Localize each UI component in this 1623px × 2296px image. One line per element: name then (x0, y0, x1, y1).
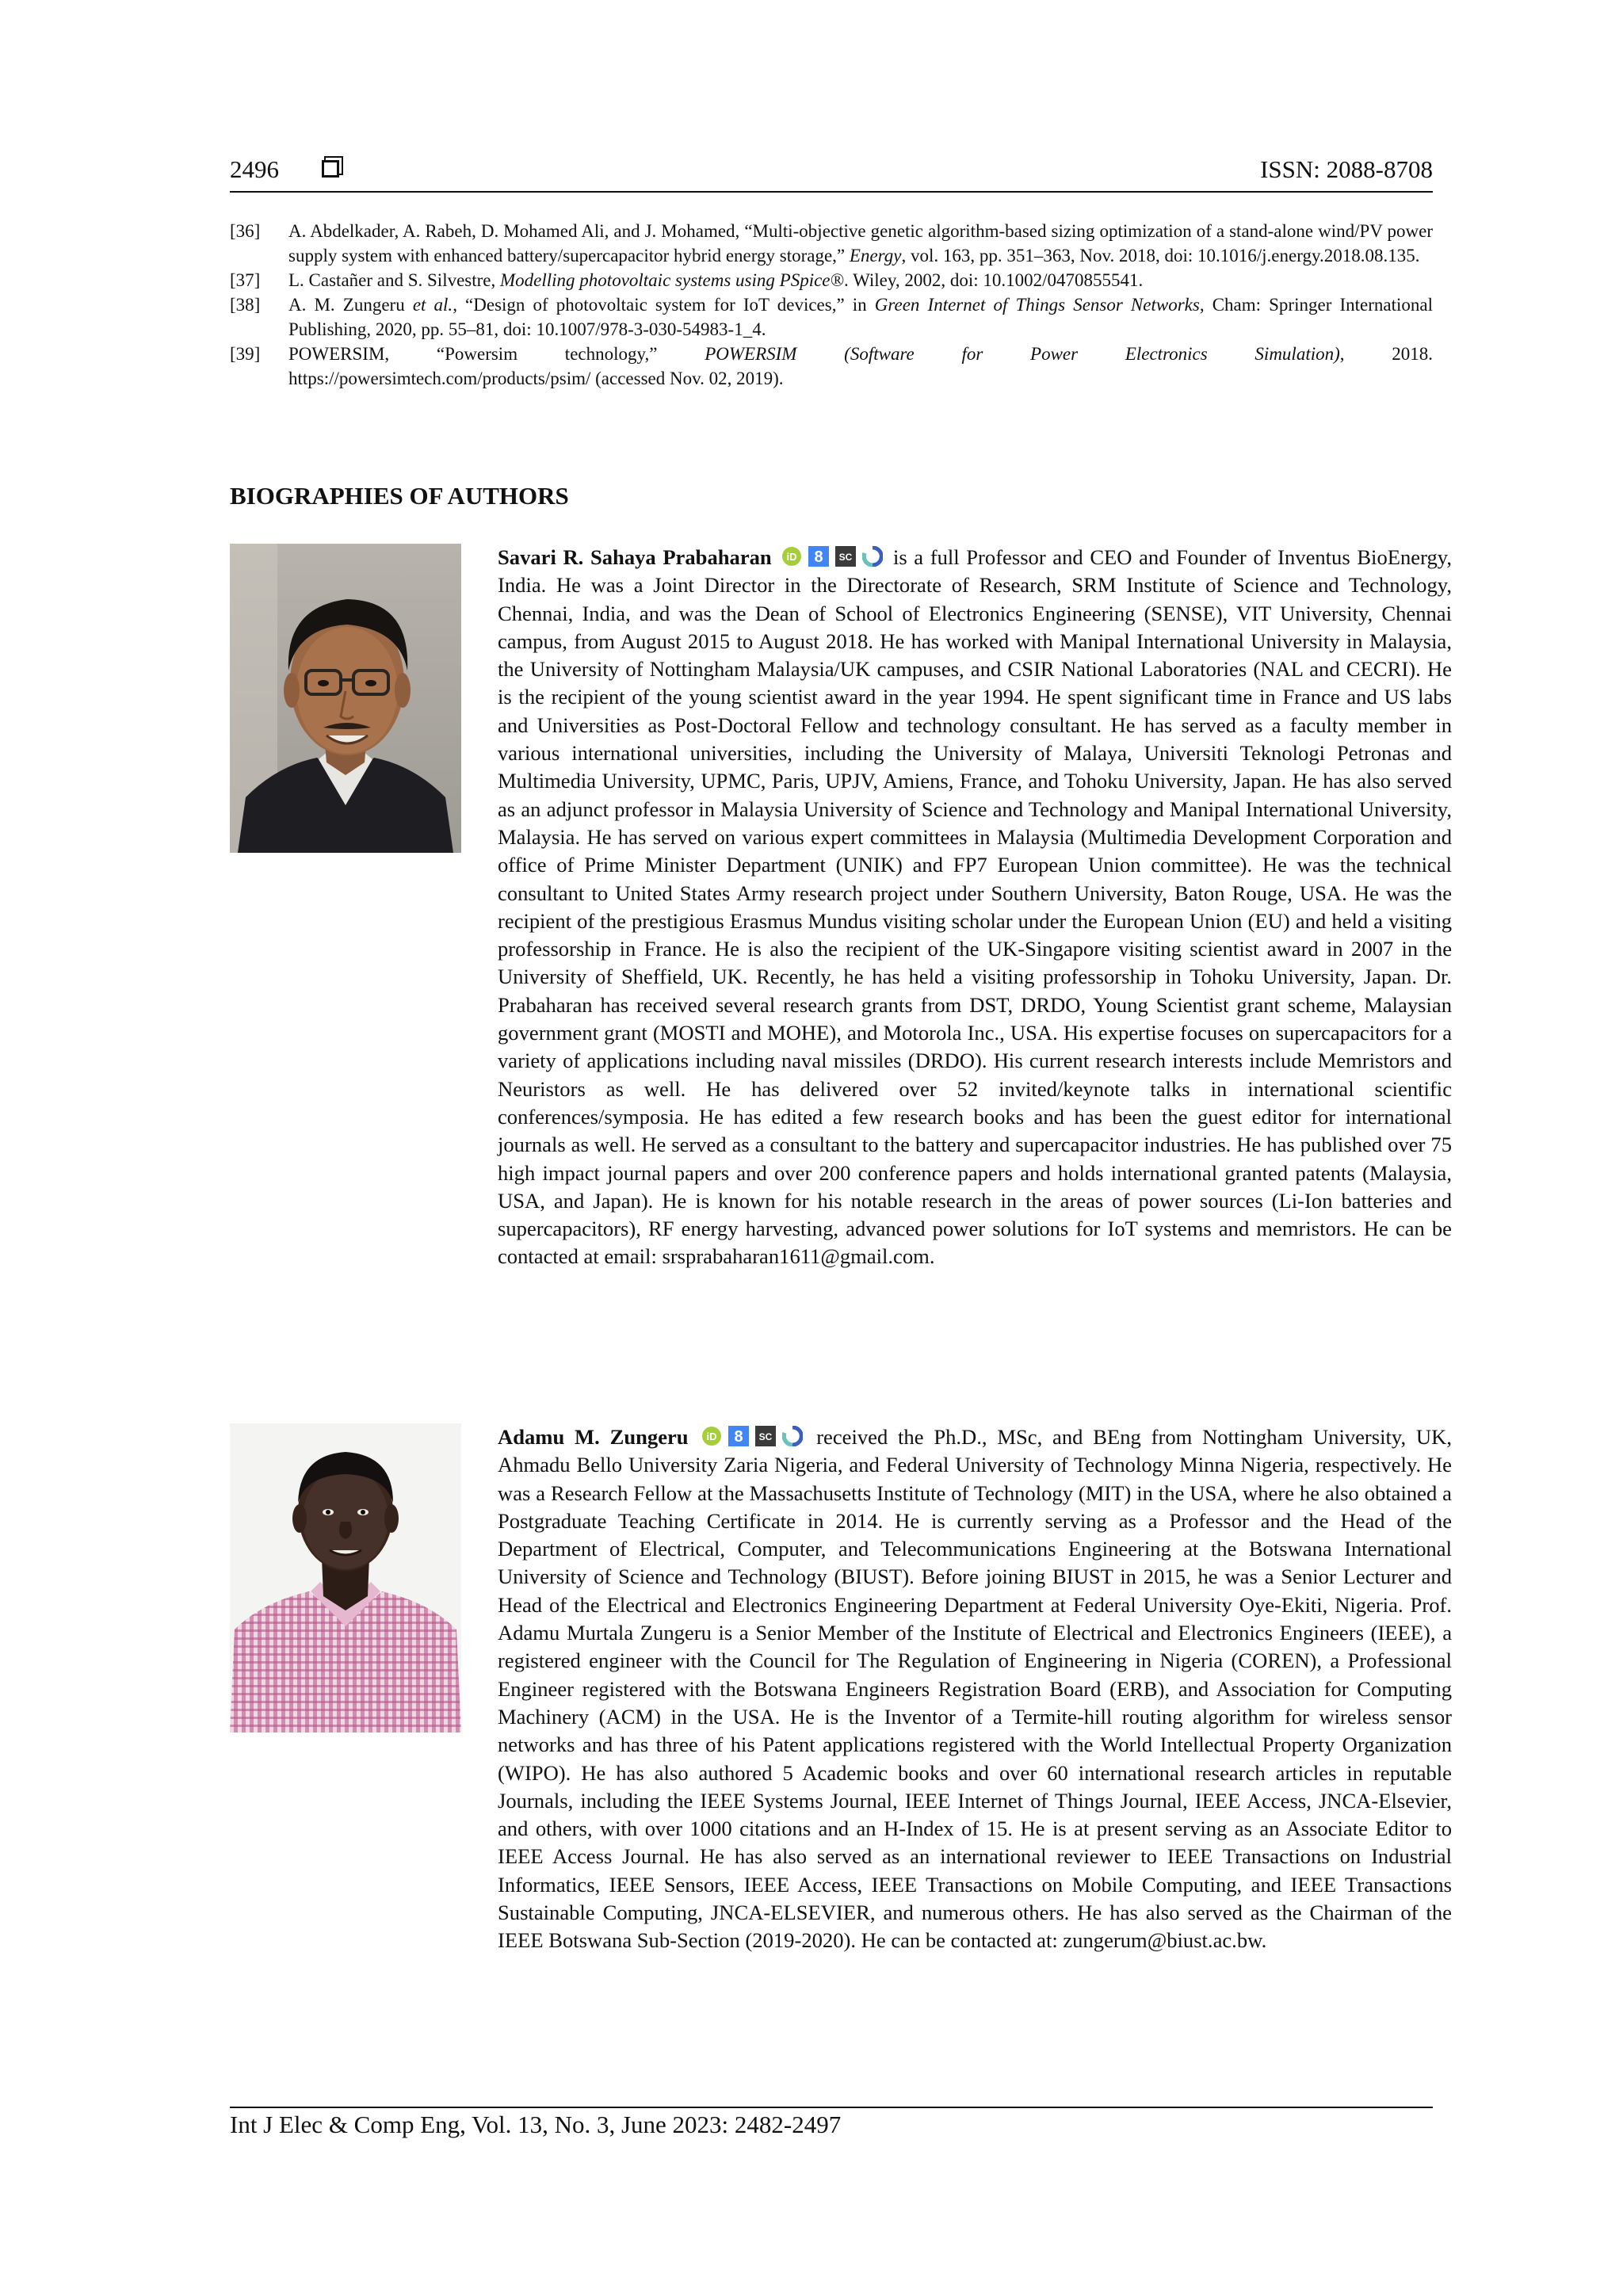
reference-item (230, 342, 1433, 391)
reference-authors: POWERSIM, “Powersim technology,” (288, 344, 705, 364)
reference-number: [39] (230, 344, 261, 364)
reference-etal: et al. (412, 295, 453, 315)
issn: ISSN: 2088-8708 (1260, 155, 1433, 183)
reference-number: [38] (230, 295, 261, 315)
page-number: 2496 (230, 155, 279, 183)
reference-item (230, 292, 1433, 342)
author-bio-prabaharan (498, 544, 1452, 1271)
portrait-image (230, 544, 461, 853)
reference-number: [36] (230, 221, 261, 241)
reference-text (288, 292, 1433, 342)
orcid-icon[interactable] (781, 546, 802, 567)
reference-venue: Green Internet of Things Sensor Networks (874, 295, 1200, 315)
reference-item (230, 268, 1433, 292)
reference-details: , Cham: Springer International Publishing, 2020, pp. 55–81, doi: 10.1007/978-3-030-54983-1_4. (288, 295, 1433, 339)
scopus-label: SC (839, 552, 853, 563)
reference-authors: L. Castañer and S. Silvestre, (288, 270, 501, 290)
publons-icon[interactable] (782, 1426, 803, 1446)
reference-venue: Modelling photovoltaic systems using PSpice® (500, 270, 844, 290)
reference-title: , “Design of photovoltaic system for IoT devices,” in (453, 295, 875, 315)
orcid-icon[interactable] (701, 1426, 722, 1446)
reference-details: . Wiley, 2002, doi: 10.1002/0470855541. (843, 270, 1144, 290)
author-bio-text: is a full Professor and CEO and Founder of Inventus BioEnergy, India. He was a Joint Director in the Directorate of Research, SRM Institute of Science and Technology, Chennai, India, and was the Dean of School of Electronics Engineering (SENSE), VIT University, Chennai campus, from August 2015 to August 2018. He has worked with Manipal International University in Malaysia, the University of Nottingham Malaysia/UK campuses, and CSIR National Laboratories (NAL and CECRI). He is the recipient of the young scientist award in the year 1994. He spent significant time in France and US labs and Universities as Post-Doctoral Fellow and technology consultant. He has served as a faculty member in various international universities, including the University of Malaya, Universiti Teknologi Petronas and Multimedia University, UPMC, Paris, UPJV, Amiens, France, and Tohoku University, Japan. He has also served as an adjunct professor in Malaysia University of Science and Technology and Manipal International University, Malaysia. He has served on various expert committees in Malaysia (Multimedia Development Corporation and office of Prime Minister Department (UNIK) and FP7 European Union committee). He was the technical consultant to United States Army research project under Southern University, Baton Rouge, USA. He was the recipient of the prestigious Erasmus Mundus visiting scholar under the European Union (EU) and held a visiting professorship in France. He is also the recipient of the UK-Singapore visiting scientist award in 2007 in the University of Sheffield, UK. Recently, he has held a visiting professorship in Tohoku University, Japan. Dr. Prabaharan has received several research grants from DST, DRDO, Young Scientist grant scheme, Malaysian government grant (MOSTI and MOHE), and Motorola Inc., USA. His expertise focuses on supercapacitors for a variety of applications including naval missiles (DRDO). His current research interests include Memristors and Neuristors as well. He has delivered over 52 invited/keynote talks in international scientific conferences/symposia. He has edited a few research books and has been the guest editor for international journals as well. He served as a consultant to the battery and supercapacitor industries. He has published over 75 high impact journal papers and over 200 conference papers and holds international granted patents (Malaysia, USA, and Japan). He is known for his notable research in the areas of power sources (Li-Ion batteries and supercapacitors), RF energy harvesting, advanced power solutions for IoT systems and memristors. He can be contacted at email: srsprabaharan1611@gmail.com. (498, 545, 1452, 1269)
scholar-label: 8 (814, 548, 823, 566)
reference-text (288, 219, 1433, 268)
reference-list (230, 219, 1433, 391)
author-name: Adamu M. Zungeru (498, 1425, 689, 1449)
reference-authors: A. Abdelkader, A. Rabeh, D. Mohamed Ali, and J. Mohamed, “Multi-objective genetic algorithm-based sizing optimization of a stand-alone wind/PV power supply system with enhanced battery/supercapacitor hybrid energy storage,” (288, 221, 1433, 266)
reference-details: , vol. 163, pp. 351–363, Nov. 2018, doi: 10.1016/j.energy.2018.08.135. (901, 246, 1420, 266)
reference-number: [37] (230, 270, 261, 290)
reference-venue: POWERSIM (Software for Power Electronics Simulation) (705, 344, 1340, 364)
orcid-label: iD (786, 551, 797, 563)
square-icon (322, 160, 339, 178)
google-scholar-icon[interactable] (808, 546, 829, 567)
header-rule (230, 191, 1433, 193)
reference-text (288, 342, 1433, 391)
footer-rule (230, 2107, 1433, 2108)
scholar-label: 8 (734, 1428, 743, 1446)
reference-item (230, 219, 1433, 268)
footer-citation: Int J Elec & Comp Eng, Vol. 13, No. 3, June 2023: 2482-2497 (230, 2111, 842, 2138)
portrait-image (230, 1423, 461, 1733)
google-scholar-icon[interactable] (728, 1426, 749, 1446)
author-photo-prabaharan (230, 544, 461, 853)
author-photo-zungeru (230, 1423, 461, 1733)
orcid-label: iD (706, 1431, 717, 1442)
publons-icon[interactable] (862, 546, 883, 567)
section-heading: BIOGRAPHIES OF AUTHORS (230, 482, 569, 510)
reference-details: , 2018. (1339, 344, 1434, 364)
reference-url: https://powersimtech.com/products/psim/ (accessed Nov. 02, 2019). (288, 369, 784, 388)
scopus-icon[interactable] (755, 1426, 776, 1446)
scopus-label: SC (759, 1431, 773, 1442)
reference-text (288, 268, 1433, 292)
reference-venue: Energy (849, 246, 902, 266)
scopus-icon[interactable] (835, 546, 856, 567)
reference-authors: A. M. Zungeru (288, 295, 413, 315)
author-name: Savari R. Sahaya Prabaharan (498, 545, 772, 569)
author-bio-zungeru (498, 1423, 1452, 1955)
author-bio-text: received the Ph.D., MSc, and BEng from Nottingham University, UK, Ahmadu Bello University Zaria Nigeria, and Federal University of Technology Minna Nigeria, respectively. He was a Research Fellow at the Massachusetts Institute of Technology (MIT) in the USA, where he also obtained a Postgraduate Teaching Certificate in 2014. He is currently serving as a Professor and the Head of the Department of Electrical, Computer, and Telecommunications Engineering at the Botswana International University of Science and Technology (BIUST). Before joining BIUST in 2015, he was a Senior Lecturer and Head of the Electrical and Electronics Engineering Department at Federal University Oye-Ekiti, Nigeria. Prof. Adamu Murtala Zungeru is a Senior Member of the Institute of Electrical and Electronics Engineers (IEEE), a registered engineer with the Council for The Regulation of Engineering in Nigeria (COREN), a Professional Engineer registered with the Botswana Engineers Registration Board (ERB), and Association for Computing Machinery (ACM) in the USA. He is the Inventor of a Termite-hill routing algorithm for wireless sensor networks and has three of his Patent applications registered with the World Intellectual Property Organization (WIPO). He has also authored 5 Academic books and over 60 international research articles in reputable Journals, including the IEEE Systems Journal, IEEE Internet of Things Journal, IEEE Access, JNCA-Elsevier, and others, with over 1000 citations and an H-Index of 15. He is at present serving as an Associate Editor to IEEE Access Journal. He has also served as an international reviewer to IEEE Transactions on Industrial Informatics, IEEE Sensors, IEEE Access, IEEE Transactions on Mobile Computing, and IEEE Transactions Sustainable Computing, JNCA-ELSEVIER, and numerous others. He has also served as the Chairman of the IEEE Botswana Sub-Section (2019-2020). He can be contacted at: zungerum@biust.ac.bw. (498, 1425, 1452, 1953)
